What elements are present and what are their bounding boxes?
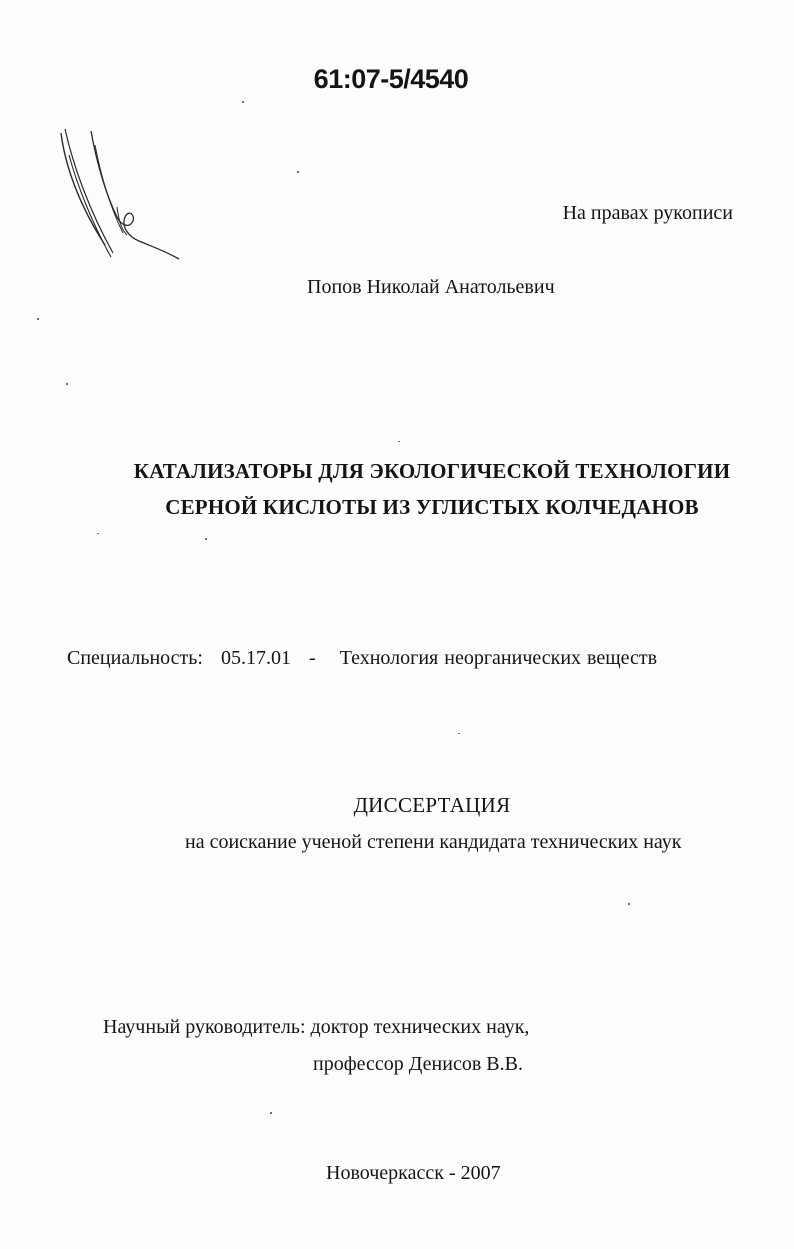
- scan-speck: [37, 318, 39, 320]
- scan-speck: [270, 1112, 272, 1114]
- manuscript-rights-note: На правах рукописи: [562, 202, 733, 224]
- scan-speck: [458, 733, 460, 734]
- title-line-2: СЕРНОЙ КИСЛОТЫ ИЗ УГЛИСТЫХ КОЛЧЕДАНОВ: [165, 495, 699, 519]
- advisor-name: профессор Денисов В.В.: [313, 1053, 523, 1075]
- scan-speck: [297, 171, 299, 173]
- scan-speck: [242, 101, 244, 103]
- author-name: Попов Николай Анатольевич: [307, 276, 555, 298]
- specialty-name: Технология неорганических веществ: [339, 647, 658, 669]
- scan-speck: [205, 538, 207, 540]
- specialty-label: Специальность:: [67, 647, 203, 669]
- advisor-label: Научный руководитель: доктор технических наук,: [103, 1016, 530, 1038]
- specialty-dash: -: [308, 647, 316, 669]
- specialty-line: [67, 648, 657, 668]
- specialty-code: 05.17.01: [220, 647, 291, 669]
- year: 2007: [460, 1162, 501, 1184]
- city-name: Новочеркасск: [326, 1162, 444, 1184]
- title-line-1: КАТАЛИЗАТОРЫ ДЛЯ ЭКОЛОГИЧЕСКОЙ ТЕХНОЛОГИИ: [133, 459, 731, 483]
- scan-speck: [398, 441, 400, 442]
- scan-speck: [97, 533, 99, 534]
- degree-line: на соискание ученой степени кандидата технических наук: [185, 831, 682, 853]
- catalog-code: 61:07-5/4540: [313, 64, 469, 94]
- place-year: [326, 1163, 501, 1183]
- scan-speck: [66, 383, 68, 385]
- place-year-dash: -: [448, 1162, 456, 1184]
- scan-speck: [628, 903, 630, 905]
- work-type: ДИССЕРТАЦИЯ: [353, 793, 511, 817]
- handwritten-signature: [55, 125, 185, 270]
